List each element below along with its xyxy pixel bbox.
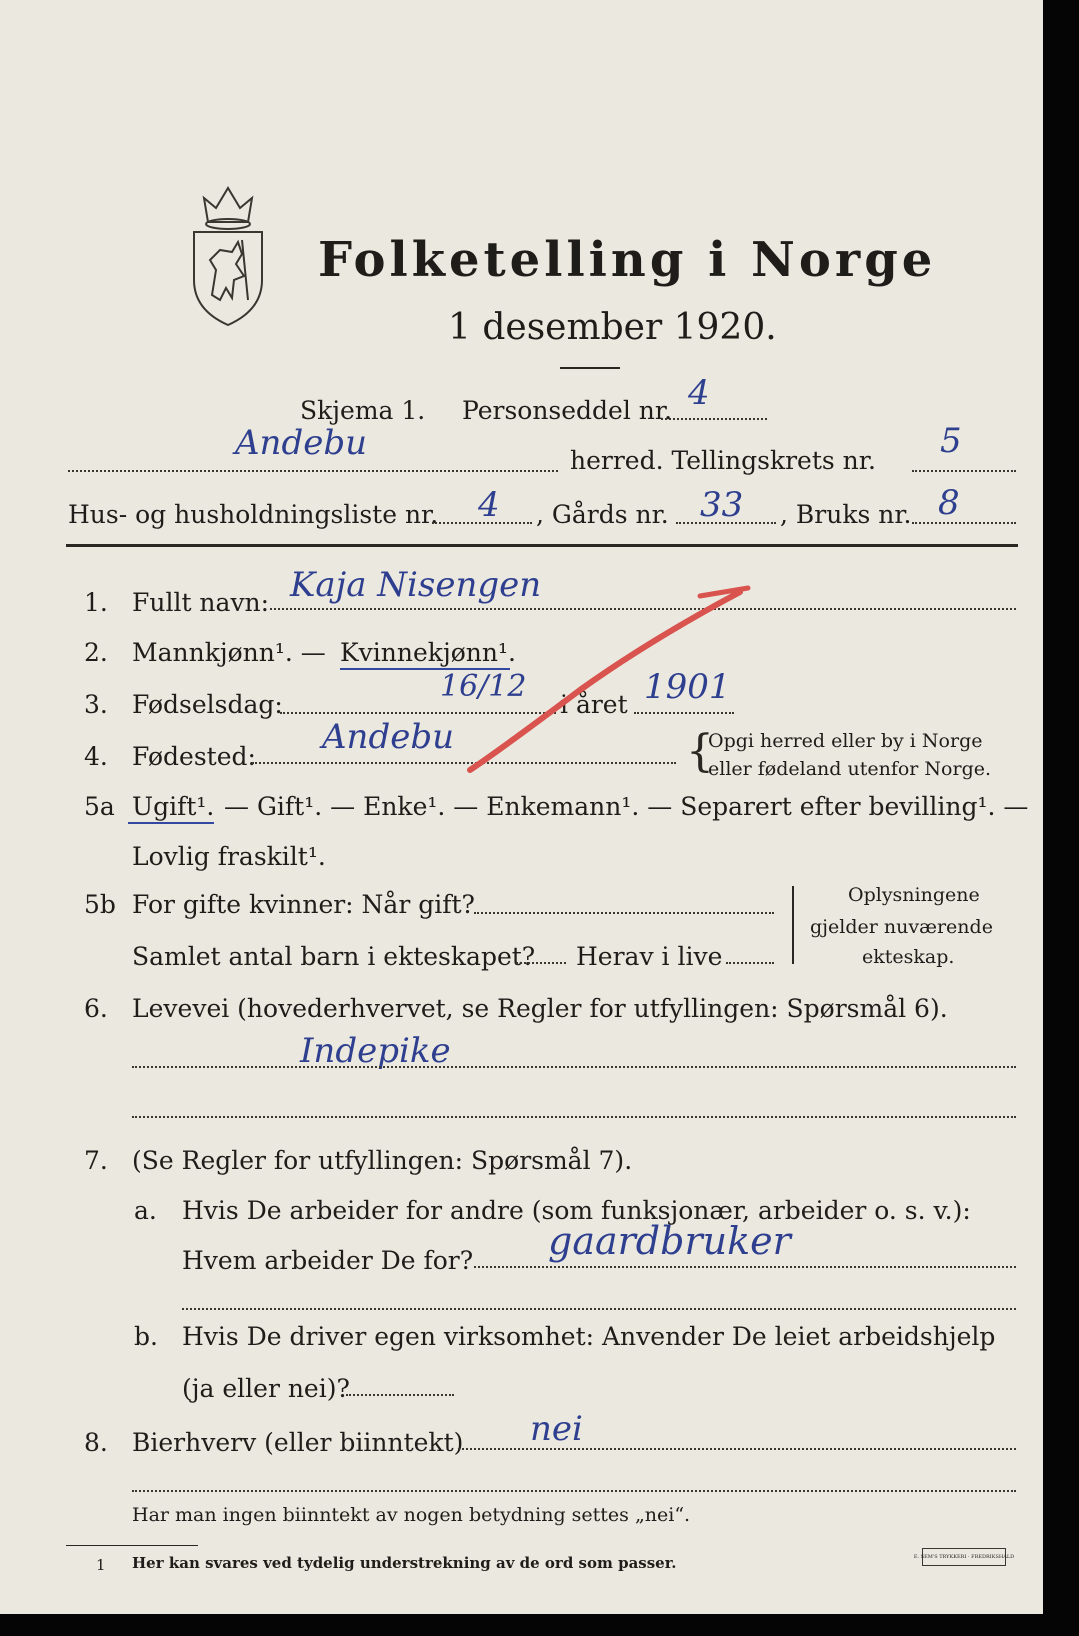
q5a-number: 5a [84,792,115,821]
bruks-line [912,522,1016,524]
husliste-label: Hus- og husholdningsliste nr. [68,500,439,529]
q5a-line-2: Lovlig fraskilt¹. [132,842,326,871]
q6-number: 6. [84,994,108,1023]
bruks-value[interactable]: 8 [938,483,960,523]
q4-birthplace[interactable]: Andebu [322,717,454,757]
q5b-line-1: For gifte kvinner: Når gift? [132,890,475,919]
q5b-note-3: ekteskap. [862,946,955,968]
q6-label: Levevei (hovederhvervet, se Regler for utfyllingen: Spørsmål 6). [132,994,948,1023]
q2-number: 2. [84,638,108,667]
tellingskrets-line [912,470,1016,472]
q4-label: Fødested: [132,742,256,771]
q5b-children-line [516,962,566,964]
q7a-employer-line [474,1266,1016,1268]
q5b-number: 5b [84,890,116,919]
q5a-ugift-underline [128,822,214,824]
q3-number: 3. [84,690,108,719]
q4-brace: { [686,726,714,777]
herred-label: herred. Tellingskrets nr. [570,446,876,475]
q3-birth-day[interactable]: 16/12 [440,669,527,704]
q7a-line-2: Hvem arbeider De for? [182,1246,474,1275]
q6-line-1 [132,1066,1016,1068]
gards-label: , Gårds nr. [536,500,669,529]
q4-note-1: Opgi herred eller by i Norge [708,730,983,752]
q1-number: 1. [84,588,108,617]
q8-number: 8. [84,1428,108,1457]
footnote-text: Her kan svares ved tydelig understrekning av de ord som passer. [132,1554,677,1572]
q4-note-2: eller fødeland utenfor Norge. [708,758,992,780]
personseddel-label: Personseddel nr. [462,396,673,425]
husliste-value[interactable]: 4 [478,485,500,525]
q7a-line-extra [182,1308,1016,1310]
q7b-line-2: (ja eller nei)? [182,1374,350,1403]
red-pencil-mark [460,580,760,780]
q2-male: Mannkjønn¹. — [132,638,326,667]
herred-line [68,470,558,472]
q7a-letter: a. [134,1196,157,1225]
q8-label: Bierhverv (eller biinntekt) [132,1428,464,1457]
q1-full-name[interactable]: Kaja Nisengen [290,565,542,605]
q7a-employer[interactable]: gaardbruker [548,1219,791,1263]
title-divider [560,367,620,369]
q5a-options: — Gift¹. — Enke¹. — Enkemann¹. — Separert efter bevilling¹. — [224,792,1029,821]
schema-label: Skjema 1. [300,396,426,425]
gards-value[interactable]: 33 [700,485,744,525]
q7a-line-1: Hvis De arbeider for andre (som funksjonær, arbeider o. s. v.): [182,1196,971,1225]
q7-label: (Se Regler for utfyllingen: Spørsmål 7). [132,1146,633,1175]
q1-label: Fullt navn: [132,588,270,617]
q6-occupation[interactable]: Indepike [300,1031,451,1071]
q7b-letter: b. [134,1322,158,1351]
form-title: Folketelling i Norge [318,232,937,288]
header-divider [66,544,1018,547]
q7-number: 7. [84,1146,108,1175]
q3-label: Fødselsdag: [132,690,283,719]
q4-number: 4. [84,742,108,771]
q5b-note-1: Oplysningene [848,884,980,906]
q5b-alive-line [726,962,774,964]
census-date: 1 desember 1920. [448,307,777,348]
q5b-married-line [474,912,774,914]
bruks-label: , Bruks nr. [780,500,912,529]
q8-line-extra [132,1490,1016,1492]
printer-stamp [913,1548,1015,1566]
tellingskrets-value[interactable]: 5 [940,421,962,461]
q5a-ugift: Ugift¹. [132,792,215,821]
herred-value[interactable]: Andebu [235,423,367,463]
q3-birth-year[interactable]: 1901 [644,667,731,707]
personseddel-value[interactable]: 4 [688,373,710,413]
q5b-brace [792,886,794,964]
footnote-divider [66,1545,198,1546]
q6-line-2 [132,1116,1016,1118]
q5b-line-2a: Samlet antal barn i ekteskapet? [132,942,536,971]
q3-year-label: i året [560,690,628,719]
q2-female: Kvinnekjønn¹. [340,638,516,667]
q5b-note-2: gjelder nuværende [810,916,993,938]
q7b-answer-line [346,1394,454,1396]
norway-coat-of-arms-icon [186,180,270,330]
q5b-line-2b: Herav i live [576,942,723,971]
personseddel-line [661,418,767,420]
printer-stamp-text: E. SEM'S TRYKKERI · FREDRIKSHALD [913,1554,1015,1560]
q8-value[interactable]: nei [530,1409,583,1449]
q8-note: Har man ingen biinntekt av nogen betydning settes „nei“. [132,1504,691,1526]
q7b-line-1: Hvis De driver egen virksomhet: Anvender De leiet arbeidshjelp [182,1322,996,1351]
footnote-mark: 1 [96,1556,106,1574]
